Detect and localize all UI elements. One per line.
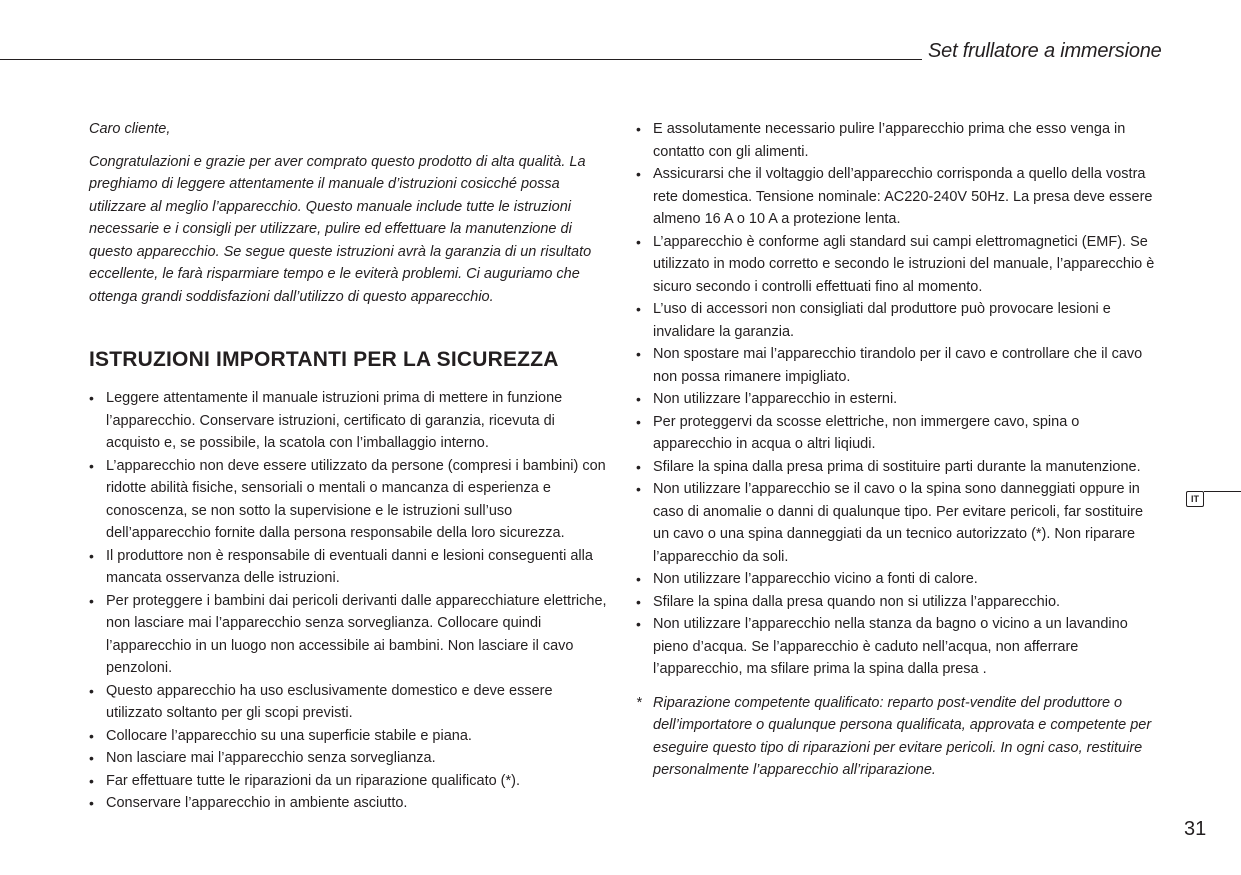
safety-list-item bbox=[636, 591, 1156, 614]
bullet-marker: • bbox=[636, 121, 641, 137]
safety-heading: ISTRUZIONI IMPORTANTI PER LA SICUREZZA bbox=[89, 348, 559, 371]
intro-section bbox=[89, 118, 609, 308]
safety-list-item bbox=[89, 590, 609, 680]
safety-list-item bbox=[89, 387, 609, 455]
bullet-marker: • bbox=[636, 593, 641, 610]
bullet-marker: • bbox=[636, 166, 641, 182]
safety-list-left bbox=[89, 387, 609, 815]
bullet-marker: • bbox=[89, 457, 94, 474]
safety-list-item-text: E assolutamente necessario pulire l’apparecchio prima che esso venga in contatto con gli alimenti. bbox=[653, 121, 1126, 160]
bullet-marker: • bbox=[89, 750, 94, 766]
safety-list-left-container bbox=[89, 387, 609, 815]
footnote-text: Riparazione competente qualificato: reparto post-vendite del produttore o dell’importatore o qualunque persona qualificata, approvata e competente per eseguire questo tipo di riparazioni per evitare pericoli. In ogni caso, restituire personalmente l’apparecchio all’riparazione. bbox=[653, 694, 1152, 778]
safety-list-item bbox=[89, 455, 609, 545]
language-tab: IT bbox=[1186, 491, 1204, 507]
safety-list-item-text: Per proteggere i bambini dai pericoli derivanti dalle apparecchiature elettriche, non lasciare mai l’apparecchio senza sorveglianza. Collocare quindi l’apparecchio in un luogo non accessibile ai bambini. Non lasciare il cavo penzoloni. bbox=[106, 592, 607, 676]
safety-right-column bbox=[636, 118, 1156, 782]
bullet-marker: • bbox=[636, 301, 641, 317]
safety-list-item bbox=[636, 118, 1156, 163]
bullet-marker: • bbox=[89, 772, 94, 789]
safety-list-item bbox=[636, 343, 1156, 388]
bullet-marker: • bbox=[636, 346, 641, 362]
safety-list-item-text: Non spostare mai l’apparecchio tirandolo per il cavo e controllare che il cavo non possa rimanere impigliato. bbox=[653, 346, 1143, 385]
safety-list-item-text: Il produttore non è responsabile di eventuali danni e lesioni conseguenti alla mancata osservanza delle istruzioni. bbox=[106, 547, 593, 586]
header-rule bbox=[0, 59, 922, 60]
bullet-marker: • bbox=[89, 390, 94, 406]
safety-list-item-text: Leggere attentamente il manuale istruzioni prima di mettere in funzione l’apparecchio. Conservare istruzioni, certificato di garanzia, ricevuta di acquisto e, se possibile, la scatola con l’imballaggio interno. bbox=[106, 390, 563, 451]
safety-list-item bbox=[636, 231, 1156, 299]
language-tab-rule bbox=[1204, 491, 1241, 492]
bullet-marker: • bbox=[636, 571, 641, 587]
safety-list-item-text: Per proteggervi da scosse elettriche, non immergere cavo, spina o apparecchio in acqua o altri liqiudi. bbox=[653, 413, 1080, 452]
bullet-marker: • bbox=[636, 481, 641, 497]
safety-list-item bbox=[89, 725, 609, 748]
safety-list-item bbox=[636, 613, 1156, 681]
safety-list-item-text: Assicurarsi che il voltaggio dell’apparecchio corrisponda a quello della vostra rete domestica. Tensione nominale: AC220-240V 50Hz. La presa deve essere almeno 16 A o 10 A a protezione lenta. bbox=[653, 166, 1153, 227]
safety-list-item bbox=[636, 298, 1156, 343]
footnote bbox=[636, 692, 1156, 782]
bullet-marker: • bbox=[89, 592, 94, 609]
safety-list-right bbox=[636, 118, 1156, 681]
bullet-marker: • bbox=[89, 547, 94, 564]
safety-list-item-text: Non utilizzare l’apparecchio in esterni. bbox=[653, 391, 898, 407]
page-number: 31 bbox=[1184, 818, 1207, 840]
intro-body: Congratulazioni e grazie per aver comprato questo prodotto di alta qualità. La preghiamo di leggere attentamente il manuale d’istruzioni cosicché possa utilizzare al meglio l’apparecchio. Questo manuale include tutte le istruzioni necessarie e i consigli per utilizzare, pulire ed effettuare la manutenzione di questo apparecchio. Se segue queste istruzioni avrà la garanzia di un risultato eccellente, le farà risparmiare tempo e le eviterà problemi. Ci auguriamo che ottenga grandi soddisfazioni dall’utilizzo di questo apparecchio. bbox=[89, 153, 592, 305]
bullet-marker: • bbox=[89, 682, 94, 699]
safety-list-item bbox=[636, 388, 1156, 411]
safety-list-item-text: Collocare l’apparecchio su una superficie stabile e piana. bbox=[106, 727, 472, 744]
intro-greeting: Caro cliente, bbox=[89, 121, 171, 137]
safety-list-item bbox=[636, 568, 1156, 591]
safety-list-item-text: Non utilizzare l’apparecchio vicino a fonti di calore. bbox=[653, 571, 978, 587]
bullet-marker: • bbox=[636, 233, 641, 250]
bullet-marker: • bbox=[636, 391, 641, 407]
safety-list-item bbox=[89, 545, 609, 590]
safety-list-item-text: Non utilizzare l’apparecchio nella stanza da bagno o vicino a un lavandino pieno d’acqua. Se l’apparecchio è caduto nell’acqua, non afferrare l’apparecchio, ma sfilare prima la spina dalla presa . bbox=[653, 616, 1128, 677]
safety-list-item-text: Questo apparecchio ha uso esclusivamente domestico e deve essere utilizzato soltanto per gli scopi previsti. bbox=[106, 682, 553, 721]
header-title: Set frullatore a immersione bbox=[928, 40, 1162, 62]
safety-list-item-text: Non lasciare mai l’apparecchio senza sorveglianza. bbox=[106, 750, 436, 766]
safety-list-item-text: Far effettuare tutte le riparazioni da un riparazione qualificato (*). bbox=[106, 772, 521, 789]
footnote-mark: * bbox=[636, 694, 642, 711]
bullet-marker: • bbox=[636, 458, 641, 475]
safety-list-item bbox=[89, 770, 609, 793]
bullet-marker: • bbox=[89, 795, 94, 811]
safety-list-item-text: Conservare l’apparecchio in ambiente asciutto. bbox=[106, 795, 408, 811]
safety-list-item bbox=[636, 163, 1156, 231]
safety-list-item bbox=[636, 456, 1156, 479]
safety-list-item-text: Sfilare la spina dalla presa quando non si utilizza l’apparecchio. bbox=[653, 593, 1061, 610]
safety-list-item bbox=[89, 747, 609, 770]
safety-list-item-text: L’uso di accessori non consigliati dal produttore può provocare lesioni e invalidare la garanzia. bbox=[653, 301, 1111, 340]
safety-list-item bbox=[89, 680, 609, 725]
bullet-marker: • bbox=[636, 616, 641, 632]
bullet-marker: • bbox=[636, 413, 641, 430]
safety-list-item-text: Sfilare la spina dalla presa prima di sostituire parti durante la manutenzione. bbox=[653, 458, 1141, 475]
bullet-marker: • bbox=[89, 727, 94, 744]
safety-list-item-text: L’apparecchio non deve essere utilizzato da persone (compresi i bambini) con ridotte abilità fisiche, sensoriali o mentali o mancanza di esperienza e conoscenza, se non sotto la supervisione e le istruzioni sull’uso dell’apparecchio fornite dalla persona responsabile della loro sicurezza. bbox=[106, 457, 606, 541]
safety-list-item-text: Non utilizzare l’apparecchio se il cavo o la spina sono danneggiati oppure in caso di anomalie o danni di qualunque tipo. Per evitare pericoli, far sostituire un cavo o una spina danneggiati da un tecnico autorizzato (*). Non riparare l’apparecchio da soli. bbox=[653, 481, 1144, 565]
safety-list-item-text: L’apparecchio è conforme agli standard sui campi elettromagnetici (EMF). Se utilizzato in modo corretto e secondo le istruzioni del manuale, l’apparecchio è sicuro secondo i controlli effettuati fino al momento. bbox=[653, 233, 1155, 295]
safety-list-item bbox=[89, 792, 609, 815]
safety-list-item bbox=[636, 411, 1156, 456]
safety-list-item bbox=[636, 478, 1156, 568]
